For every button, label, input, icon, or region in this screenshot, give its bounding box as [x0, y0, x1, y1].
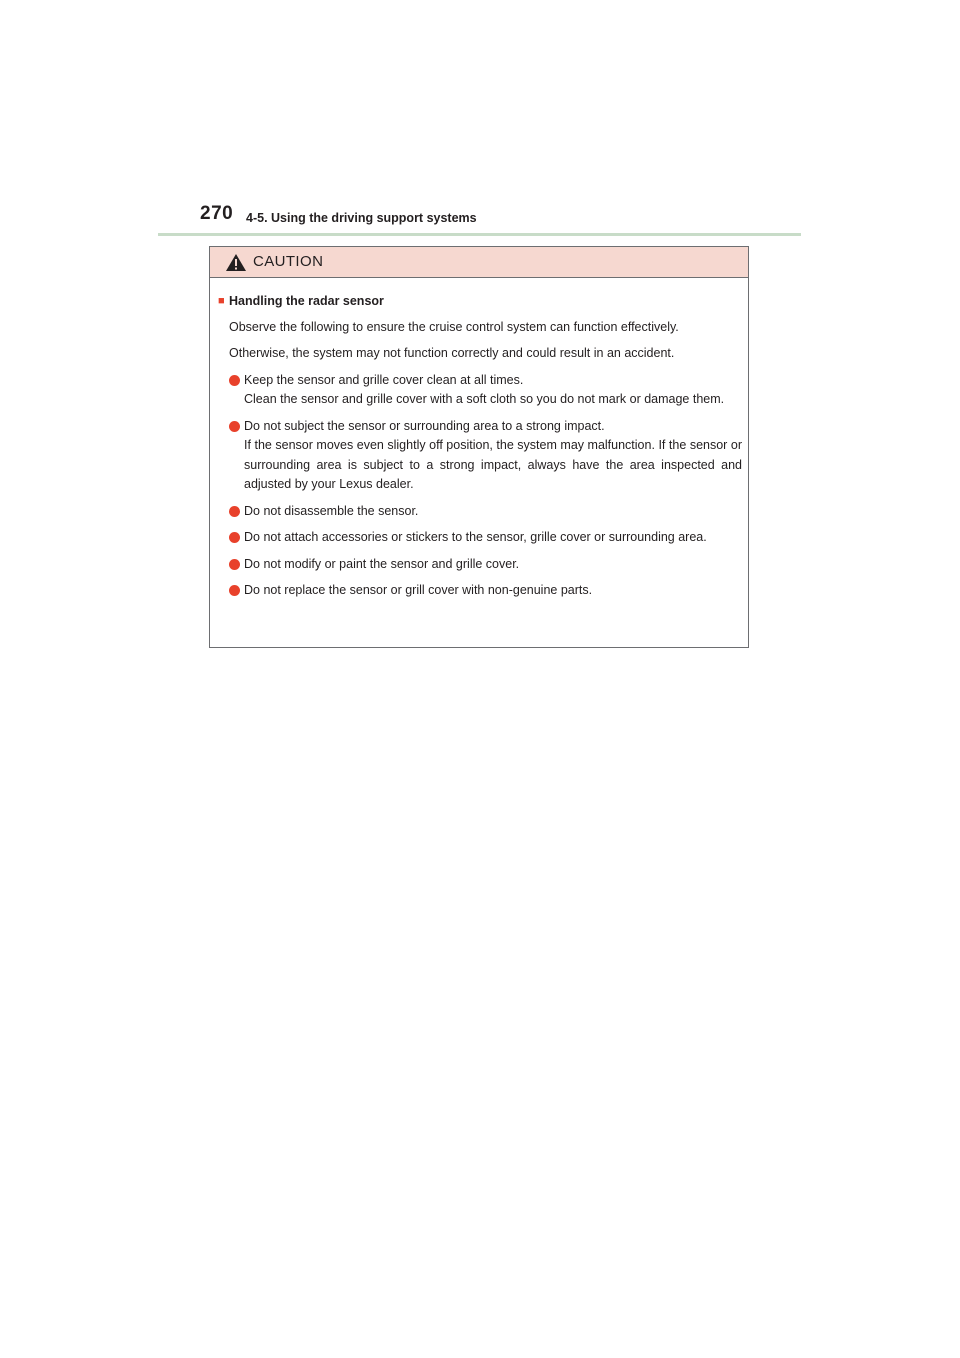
intro-line-1: Observe the following to ensure the cruise control system can function effectively. — [229, 319, 679, 334]
list-item-title: Do not subject the sensor or surrounding area to a strong impact. — [244, 418, 605, 433]
red-dot-bullet-icon — [229, 506, 240, 517]
caution-label: CAUTION — [253, 253, 324, 270]
list-item-title: Do not disassemble the sensor. — [244, 503, 419, 518]
header-rule — [158, 233, 801, 236]
caution-header — [210, 247, 748, 278]
list-item — [218, 581, 742, 601]
warning-icon — [225, 253, 247, 272]
list-item-text — [244, 528, 742, 548]
list-item-detail: Clean the sensor and grille cover with a soft cloth so you do not mark or damage them. — [244, 392, 725, 406]
red-dot-bullet-icon — [229, 585, 240, 596]
list-item-title: Keep the sensor and grille cover clean at all times. — [244, 372, 524, 387]
caution-box — [209, 246, 749, 648]
list-item-text — [244, 502, 742, 522]
list-item-title: Do not attach accessories or stickers to the sensor, grille cover or surrounding area. — [244, 530, 707, 544]
caution-body — [210, 278, 748, 601]
red-dot-bullet-icon — [229, 532, 240, 543]
list-item — [218, 555, 742, 575]
list-item-text — [244, 581, 742, 601]
list-item — [218, 502, 742, 522]
red-dot-bullet-icon — [229, 421, 240, 432]
list-item-title: Do not replace the sensor or grill cover with non-genuine parts. — [244, 583, 593, 597]
list-item — [218, 371, 742, 410]
list-item-text — [244, 371, 742, 410]
section-title: 4-5. Using the driving support systems — [246, 211, 477, 225]
intro-line-2: Otherwise, the system may not function correctly and could result in an accident. — [229, 346, 675, 360]
list-item-detail: If the sensor moves even slightly off position, the system may malfunction. If the sensor or surrounding area is subject to a strong impact, always have the area inspected and adjusted by your Lexus dealer. — [244, 438, 742, 491]
red-dot-bullet-icon — [229, 559, 240, 570]
list-item-text — [244, 555, 742, 575]
list-item-title: Do not modify or paint the sensor and grille cover. — [244, 556, 520, 571]
list-item — [218, 528, 742, 548]
subhead-text: Handling the radar sensor — [229, 294, 384, 308]
red-dot-bullet-icon — [229, 375, 240, 386]
square-bullet-icon: ■ — [218, 295, 225, 307]
list-item — [218, 417, 742, 495]
list-item-text — [244, 417, 742, 495]
page-number: 270 — [200, 203, 234, 224]
caution-subhead — [218, 292, 742, 312]
